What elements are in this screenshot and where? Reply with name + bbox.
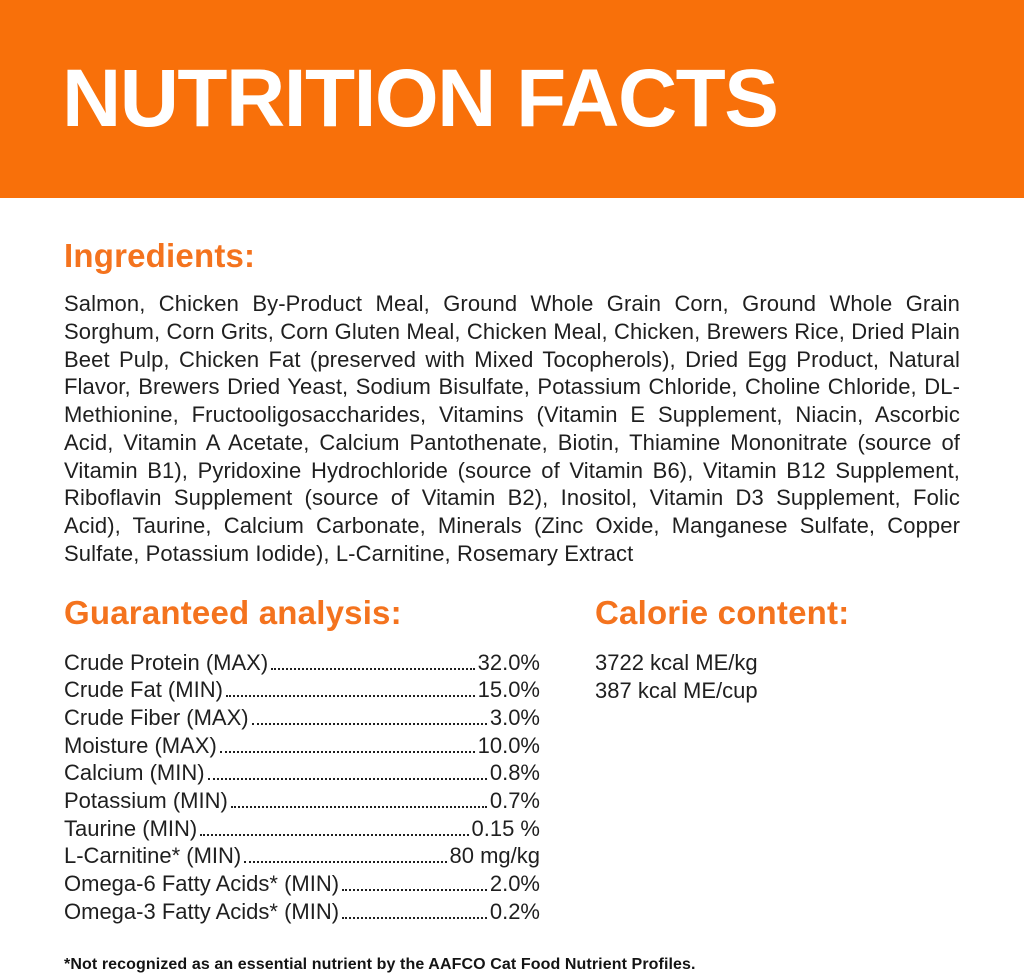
- analysis-row-value: 15.0%: [477, 677, 540, 703]
- analysis-row: [64, 842, 540, 870]
- analysis-row: [64, 898, 540, 926]
- dot-leader: [252, 723, 487, 725]
- aafco-footnote: *Not recognized as an essential nutrient by the AAFCO Cat Food Nutrient Profiles.: [64, 956, 696, 973]
- calorie-content-values: [595, 649, 960, 705]
- analysis-row-label: L-Carnitine* (MIN): [64, 843, 242, 869]
- analysis-row-label: Crude Protein (MAX): [64, 649, 269, 675]
- calorie-content-section: [595, 595, 960, 925]
- dot-leader: [342, 917, 487, 919]
- analysis-row-value: 10.0%: [477, 732, 540, 758]
- label-content: [0, 238, 1024, 926]
- guaranteed-analysis-section: [64, 595, 540, 925]
- analysis-row-label: Crude Fiber (MAX): [64, 705, 249, 730]
- analysis-row-label: Calcium (MIN): [64, 760, 205, 786]
- analysis-row-value: 0.2%: [489, 898, 540, 924]
- dot-leader: [342, 889, 487, 891]
- dot-leader: [226, 695, 475, 697]
- header-banner: [0, 0, 1024, 198]
- analysis-row: [64, 870, 540, 898]
- analysis-row: [64, 704, 540, 732]
- dot-leader: [271, 668, 474, 670]
- analysis-row-label: Omega-3 Fatty Acids* (MIN): [64, 898, 340, 924]
- calorie-value-line: 387 kcal ME/cup: [595, 677, 758, 703]
- analysis-row: [64, 815, 540, 843]
- calorie-content-heading: Calorie content:: [595, 594, 850, 632]
- ingredients-text: Salmon, Chicken By-Product Meal, Ground Whole Grain Corn, Ground Whole Grain Sorghum, Corn Grits, Corn Gluten Meal, Chicken Meal, Chicken, Brewers Rice, Dried Plain Beet Pulp, Chicken Fat (preserved with Mixed Tocopherols), Dried Egg Product, Natural Flavor, Brewers Dried Yeast, Sodium Bisulfate, Potassium Chloride, Choline Chloride, DL-Methionine, Fructooligosaccharides, Vitamins (Vitamin E Supplement, Niacin, Ascorbic Acid, Vitamin A Acetate, Calcium Pantothenate, Biotin, Thiamine Mononitrate (source of Vitamin B1), Pyridoxine Hydrochloride (source of Vitamin B6), Vitamin B12 Supplement, Riboflavin Supplement (source of Vitamin B2), Inositol, Vitamin D3 Supplement, Folic Acid), Taurine, Calcium Carbonate, Minerals (Zinc Oxide, Manganese Sulfate, Copper Sulfate, Potassium Iodide), L-Carnitine, Rosemary Extract: [64, 291, 960, 566]
- analysis-row-value: 0.15 %: [471, 815, 540, 841]
- analysis-row-value: 80 mg/kg: [449, 843, 540, 869]
- dot-leader: [208, 778, 487, 780]
- analysis-row-value: 2.0%: [489, 871, 540, 897]
- analysis-row: [64, 787, 540, 815]
- dot-leader: [231, 806, 487, 808]
- analysis-row-label: Taurine (MIN): [64, 815, 198, 841]
- analysis-row-label: Potassium (MIN): [64, 788, 228, 814]
- analysis-row-value: 0.7%: [489, 788, 540, 814]
- analysis-calorie-section: [64, 595, 960, 925]
- analysis-row-label: Crude Fat (MIN): [64, 677, 223, 703]
- dot-leader: [200, 834, 468, 836]
- calorie-value-line: 3722 kcal ME/kg: [595, 649, 758, 675]
- dot-leader: [244, 861, 446, 863]
- page-title: NUTRITION FACTS: [62, 53, 778, 144]
- analysis-row: [64, 759, 540, 787]
- guaranteed-analysis-table: [64, 649, 540, 926]
- analysis-row-value: 3.0%: [489, 705, 540, 730]
- analysis-row: [64, 649, 540, 677]
- dot-leader: [220, 751, 475, 753]
- analysis-row-label: Moisture (MAX): [64, 732, 217, 758]
- analysis-row: [64, 676, 540, 704]
- analysis-row-value: 32.0%: [477, 649, 540, 675]
- analysis-row-value: 0.8%: [489, 760, 540, 786]
- guaranteed-analysis-heading: Guaranteed analysis:: [64, 594, 402, 632]
- analysis-row-label: Omega-6 Fatty Acids* (MIN): [64, 871, 340, 897]
- ingredients-heading: Ingredients:: [64, 237, 256, 274]
- analysis-row: [64, 732, 540, 760]
